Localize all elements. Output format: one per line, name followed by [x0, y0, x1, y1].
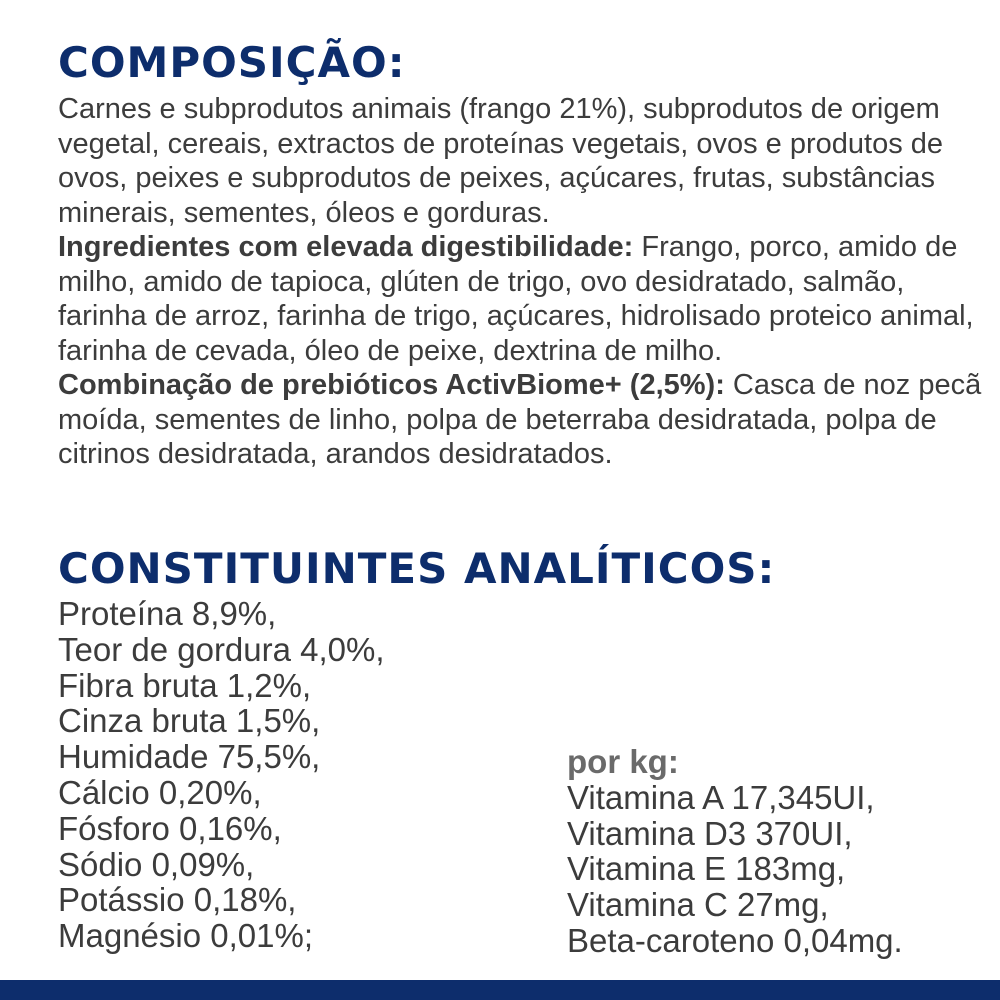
vitamin-item: Vitamina C 27mg, [567, 886, 829, 924]
constituent-item: Potássio 0,18%, [58, 881, 297, 919]
constituent-item: Cinza bruta 1,5%, [58, 702, 321, 740]
composition-heading: COMPOSIÇÃO: [58, 38, 406, 87]
digestibility-text: Frango, porco, amido de milho, amido de tapioca, glúten de trigo, ovo desidratado, salmão, farinha de arroz, farinha de trigo, açúcares, hidrolisado proteico animal, farinha de cevada, óleo de peixe, dextrina de milho. [58, 231, 974, 367]
vitamins-per-kg-list [567, 744, 903, 959]
constituent-item: Teor de gordura 4,0%, [58, 630, 385, 668]
constituent-item: Fibra bruta 1,2%, [58, 666, 312, 704]
constituent-item: Fósforo 0,16%, [58, 809, 282, 847]
vitamin-item: Vitamina D3 370UI, [567, 814, 853, 852]
constituent-item: Magnésio 0,01%; [58, 917, 313, 955]
constituent-item: Sódio 0,09%, [58, 845, 255, 883]
prebiotics-text: Casca de noz pecã moída, sementes de linho, polpa de beterraba desidratada, polpa de citrinos desidratada, arandos desidratados. [58, 369, 982, 470]
vitamin-item: Vitamina E 183mg, [567, 850, 846, 888]
prebiotics-label: Combinação de prebióticos ActivBiome+ (2,5%): [58, 369, 725, 401]
analytical-constituents-list [58, 596, 385, 954]
footer-bar [0, 980, 1000, 1000]
vitamin-item: Vitamina A 17,345UI, [567, 778, 875, 816]
analytical-constituents-heading: CONSTITUINTES ANALÍTICOS: [58, 544, 776, 593]
per-kg-heading: por kg: [567, 743, 679, 780]
constituent-item: Cálcio 0,20%, [58, 773, 262, 811]
digestibility-label: Ingredientes com elevada digestibilidade: [58, 231, 634, 263]
constituent-item: Proteína 8,9%, [58, 595, 277, 632]
composition-paragraph [58, 92, 988, 472]
vitamin-item: Beta-caroteno 0,04mg. [567, 921, 903, 959]
composition-intro-text: Carnes e subprodutos animais (frango 21%), subprodutos de origem vegetal, cereais, extractos de proteínas vegetais, ovos e produtos de ovos, peixes e subprodutos de peixes, açúcares, frutas, substâncias minerais, sementes, óleos e gorduras. [58, 93, 944, 229]
constituent-item: Humidade 75,5%, [58, 738, 321, 776]
